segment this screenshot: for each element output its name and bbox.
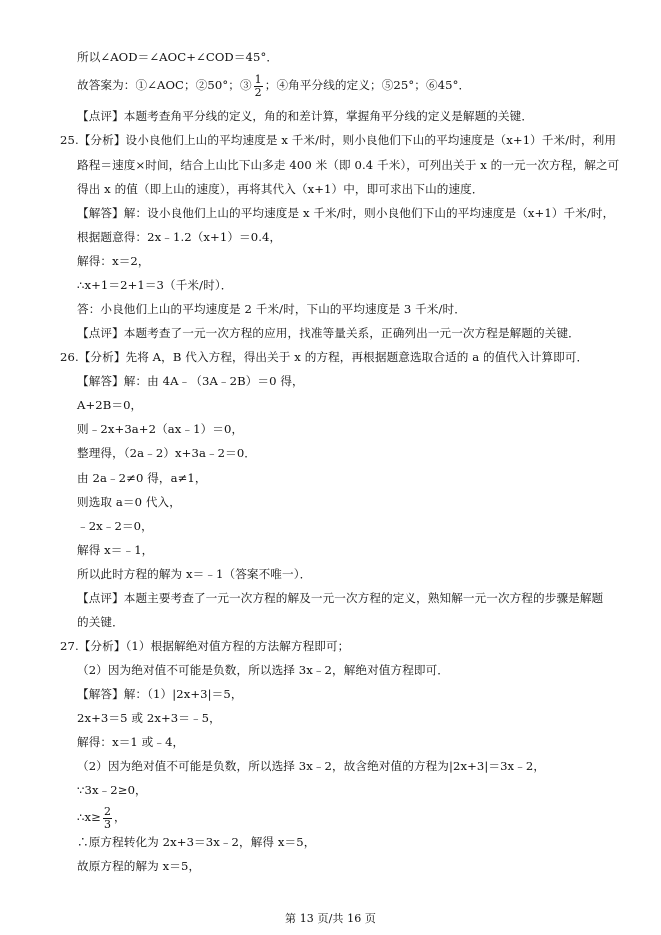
text-line: 解得：x＝1 或﹣4，	[77, 735, 185, 749]
text-span: ，	[114, 810, 126, 824]
text-line: 2x+3＝5 或 2x+3＝﹣5，	[77, 711, 221, 725]
text-span: ；④角平分线的定义；⑤25°；⑥45°．	[264, 78, 471, 93]
text-line: 答：小良他们上山的平均速度是 2 千米/时，下山的平均速度是 3 千米/时．	[77, 302, 466, 316]
text-line: 故原方程的解为 x＝5，	[77, 859, 201, 873]
answer-line	[77, 74, 470, 98]
question-27-heading: 27.【分析】（1）根据解绝对值方程的方法解方程即可；	[60, 639, 350, 653]
comment-line: 【点评】本题主要考查了一元一次方程的解及一元一次方程的定义，熟知解一元一次方程的步骤是解题	[77, 591, 604, 605]
text-span: ∴x≥	[77, 810, 101, 824]
question-26-heading: 26.【分析】先将 A，B 代入方程，得出关于 x 的方程，再根据题意选取合适的 a 的值代入计算即可．	[60, 350, 589, 364]
text-line: 整理得，（2a﹣2）x+3a﹣2＝0．	[77, 446, 256, 460]
text-line: 【解答】解：由 4A﹣（3A﹣2B）＝0 得，	[77, 374, 304, 388]
text-line: （2）因为绝对值不可能是负数，所以选择 3x﹣2，故含绝对值的方程为|2x+3|＝3x﹣2，	[77, 759, 546, 773]
page-number-footer: 第 13 页/共 16 页	[285, 912, 376, 925]
text-line: ∴x+1＝2+1＝3（千米/时）．	[77, 278, 233, 292]
text-line: 则选取 a＝0 代入，	[77, 495, 181, 509]
text-line: ∵3x﹣2≥0，	[77, 783, 147, 797]
text-line: ﹣2x﹣2＝0，	[77, 519, 153, 533]
text-line: 则﹣2x+3a+2（ax﹣1）＝0，	[77, 422, 244, 436]
fraction-two-thirds: $\frac{2}{3}$	[103, 804, 112, 831]
inequality-line	[77, 805, 126, 830]
text-line: 【解答】解：设小良他们上山的平均速度是 x 千米/时，则小良他们下山的平均速度是（x+1）千米/时，	[77, 206, 615, 220]
text-line: 【解答】解：（1）|2x+3|＝5，	[77, 687, 243, 701]
text-line: 得出 x 的值（即上山的速度），再将其代入（x+1）中，即可求出下山的速度．	[77, 182, 484, 196]
text-line: 所以此时方程的解为 x＝﹣1（答案不唯一）．	[77, 567, 312, 581]
text-line: 由 2a﹣2≠0 得，a≠1，	[77, 471, 207, 485]
text-span: 故答案为：①∠AOC；②50°；③	[77, 78, 252, 93]
text-line: （2）因为绝对值不可能是负数，所以选择 3x﹣2，解绝对值方程即可．	[77, 663, 449, 677]
text-line: A+2B＝0，	[77, 398, 143, 412]
text-line: 根据题意得：2x﹣1.2（x+1）＝0.4，	[77, 230, 282, 244]
text-line: 路程＝速度×时间，结合上山比下山多走 400 米（即 0.4 千米），可列出关于 x 的一元一次方程，解之可	[77, 158, 620, 172]
text-line: 解得 x＝﹣1，	[77, 543, 154, 557]
fraction-one-half: $\frac{1}{2}$	[254, 73, 262, 99]
text-line: 解得：x＝2，	[77, 254, 150, 268]
comment-line: 【点评】本题考查角平分线的定义，角的和差计算，掌握角平分线的定义是解题的关键．	[77, 109, 534, 123]
text-line: ∴原方程转化为 2x+3＝3x﹣2，解得 x＝5，	[77, 835, 316, 849]
question-25-heading: 25.【分析】设小良他们上山的平均速度是 x 千米/时，则小良他们下山的平均速度是（x+1）千米/时，利用	[60, 133, 617, 147]
comment-line: 【点评】本题考查了一元一次方程的应用，找准等量关系，正确列出一元一次方程是解题的关键．	[77, 326, 580, 340]
text-line: 的关键．	[77, 615, 124, 629]
text-line: 所以∠AOD＝∠AOC+∠COD＝45°．	[77, 50, 279, 64]
